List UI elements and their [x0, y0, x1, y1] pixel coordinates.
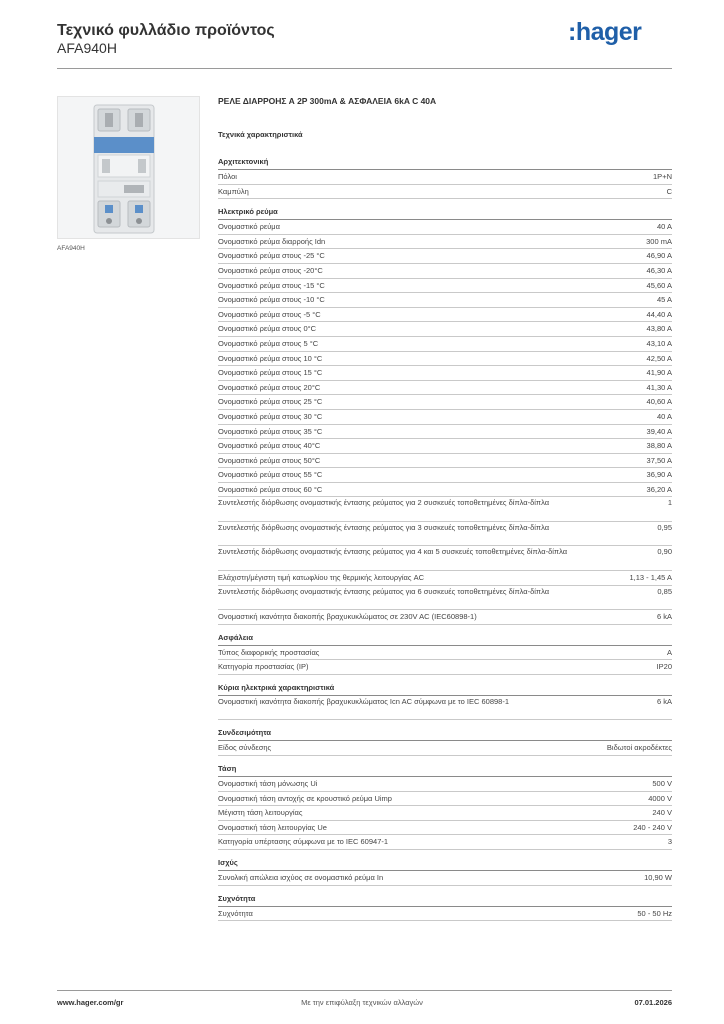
spec-row [218, 293, 672, 308]
footer-notice: Με την επιφύλαξη τεχνικών αλλαγών [301, 998, 423, 1007]
spec-label: Ονομαστικό ρεύμα στους 55 °C [218, 470, 323, 480]
spec-label: Πόλοι [218, 172, 237, 181]
spec-label: Ονομαστικό ρεύμα διαρροής Idn [218, 236, 326, 246]
spec-value: 41,90 A [646, 368, 672, 378]
section-heading: Συχνότητα [218, 893, 672, 907]
spec-row [218, 907, 672, 922]
spec-row [218, 381, 672, 396]
section-heading: Συνδεσιμότητα [218, 727, 672, 741]
section-heading: Ισχύς [218, 857, 672, 871]
spec-label: Συνολική απώλεια ισχύος σε ονομαστικό ρεύμα In [218, 872, 384, 882]
spec-value: 45 A [656, 295, 672, 305]
spec-value: 46,90 A [646, 251, 672, 261]
spec-value: 40 A [656, 222, 672, 232]
spec-label: Ονομαστική τάση μόνωσης Ui [218, 778, 318, 788]
spec-row [218, 741, 672, 756]
spec-value: 0,90 [657, 547, 672, 557]
spec-value: 45,60 A [646, 280, 672, 290]
spec-row [218, 806, 672, 821]
spec-value: IP20 [656, 662, 672, 672]
spec-row [218, 185, 672, 200]
spec-value: 46,30 A [646, 265, 672, 275]
spec-row [218, 220, 672, 235]
spec-row [218, 546, 672, 571]
spec-row [218, 249, 672, 264]
spec-value: 10,90 W [644, 872, 672, 882]
section-heading: Τάση [218, 763, 672, 777]
spec-row [218, 660, 672, 675]
spec-row [218, 483, 672, 498]
spec-value: Βιδωτοί ακροδέκτες [606, 743, 672, 753]
spec-label: Ονομαστικό ρεύμα στους 50°C [218, 455, 321, 465]
spec-value: 37,50 A [646, 455, 672, 465]
spec-row [218, 308, 672, 323]
spec-row [218, 468, 672, 483]
spec-label: Συχνότητα [218, 908, 253, 918]
spec-label: Ονομαστικό ρεύμα στους 15 °C [218, 368, 323, 378]
spec-value: 0,85 [657, 586, 672, 596]
spec-label: Ονομαστικό ρεύμα στους 10 °C [218, 353, 323, 363]
spec-label: Ονομαστικό ρεύμα στους 40°C [218, 441, 321, 451]
spec-label: Ονομαστική τάση λειτουργίας Ue [218, 822, 327, 832]
spec-value: 43,80 A [646, 324, 672, 334]
spec-label: Μέγιστη τάση λειτουργίας [218, 808, 303, 818]
spec-value: 40,60 A [646, 397, 672, 407]
spec-row [218, 352, 672, 367]
image-caption: AFA940H [57, 245, 85, 252]
spec-value: 500 V [652, 778, 672, 788]
spec-label: Ονομαστική ικανότητα διακοπής βραχυκυκλώματος Icn AC σύμφωνα με το IEC 60898-1 [218, 696, 510, 706]
spec-value: 41,30 A [646, 382, 672, 392]
spec-row [218, 264, 672, 279]
product-code: AFA940H [57, 40, 117, 56]
spec-label: Ονομαστική τάση αντοχής σε κρουστικό ρεύμα Uimp [218, 793, 392, 803]
spec-row [218, 610, 672, 625]
spec-value: 36,20 A [646, 484, 672, 494]
spec-label: Συντελεστής διόρθωσης ονομαστικής έντασης ρεύματος για 2 συσκευές τοποθετημένες δίπλα-δίπλα [218, 498, 550, 508]
spec-label: Είδος σύνδεσης [218, 743, 272, 753]
spec-value: 44,40 A [646, 309, 672, 319]
spec-row [218, 696, 672, 721]
spec-value: 240 V [652, 808, 672, 818]
spec-label: Κατηγορία υπέρτασης σύμφωνα με το IEC 60947-1 [218, 837, 389, 847]
spec-label: Ονομαστικό ρεύμα στους 60 °C [218, 484, 323, 494]
spec-row [218, 366, 672, 381]
spec-row [218, 322, 672, 337]
spec-label: Ονομαστική ικανότητα διακοπής βραχυκυκλώματος σε 230V AC (IEC60898-1) [218, 612, 477, 622]
spec-value: 3 [667, 837, 672, 847]
spec-value: 0,95 [657, 522, 672, 532]
spec-value: 240 - 240 V [633, 822, 672, 832]
spec-label: Συντελεστής διόρθωσης ονομαστικής έντασης ρεύματος για 6 συσκευές τοποθετημένες δίπλα-δίπλα [218, 586, 550, 596]
spec-value: A [666, 647, 672, 657]
spec-value: 38,80 A [646, 441, 672, 451]
spec-row [218, 821, 672, 836]
spec-sections [218, 156, 672, 921]
header-divider [57, 68, 672, 69]
spec-row [218, 586, 672, 611]
spec-row [218, 497, 672, 522]
section-heading: Κύρια ηλεκτρικά χαρακτηριστικά [218, 682, 672, 696]
spec-row [218, 425, 672, 440]
spec-label: Ονομαστικό ρεύμα στους 20°C [218, 382, 321, 392]
spec-row [218, 337, 672, 352]
spec-value: 42,50 A [646, 353, 672, 363]
spec-value: 6 kA [656, 612, 672, 622]
spec-value: 40 A [656, 411, 672, 421]
spec-row [218, 170, 672, 185]
spec-label: Ονομαστικό ρεύμα στους -25 °C [218, 251, 325, 261]
spec-label: Καμπύλη [218, 186, 249, 196]
spec-value: 1,13 - 1,45 A [629, 572, 672, 582]
spec-value: 1P+N [653, 172, 672, 181]
footer-date: 07.01.2026 [634, 998, 672, 1007]
spec-label: Ονομαστικό ρεύμα στους 30 °C [218, 411, 323, 421]
circuit-breaker-illustration [58, 97, 201, 240]
spec-label: Συντελεστής διόρθωσης ονομαστικής έντασης ρεύματος για 4 και 5 συσκευές τοποθετημένες δίπλα-δίπλα [218, 547, 568, 557]
product-title: ΡΕΛΕ ΔΙΑΡΡΟΗΣ Α 2P 300mA & ΑΣΦΑΛΕΙΑ 6kA C 40A [218, 96, 437, 106]
spec-row [218, 777, 672, 792]
spec-label: Κατηγορία προστασίας (IP) [218, 662, 309, 672]
spec-value: C [666, 186, 672, 196]
spec-label: Ονομαστικό ρεύμα στους 0°C [218, 324, 317, 334]
spec-row [218, 454, 672, 469]
spec-row [218, 835, 672, 850]
spec-label: Τύπος διαφορικής προστασίας [218, 647, 320, 657]
spec-label: Ονομαστικό ρεύμα στους 5 °C [218, 338, 319, 348]
spec-row [218, 439, 672, 454]
technical-characteristics-heading: Τεχνικά χαρακτηριστικά [218, 130, 303, 139]
spec-label: Ονομαστικό ρεύμα στους -5 °C [218, 309, 321, 319]
product-image [57, 96, 200, 239]
spec-label: Ονομαστικό ρεύμα στους 25 °C [218, 397, 323, 407]
spec-value: 300 mA [646, 236, 672, 246]
spec-label: Ονομαστικό ρεύμα στους -20°C [218, 265, 323, 275]
spec-row [218, 522, 672, 547]
spec-label: Ονομαστικό ρεύμα [218, 222, 280, 232]
spec-value: 43,10 A [646, 338, 672, 348]
footer-website-link[interactable]: www.hager.com/gr [57, 998, 124, 1007]
spec-row [218, 395, 672, 410]
spec-label: Συντελεστής διόρθωσης ονομαστικής έντασης ρεύματος για 3 συσκευές τοποθετημένες δίπλα-δίπλα [218, 522, 550, 532]
hager-logo: :hager [568, 18, 642, 46]
spec-value: 39,40 A [646, 426, 672, 436]
spec-row [218, 646, 672, 661]
spec-row [218, 410, 672, 425]
spec-row [218, 571, 672, 586]
section-heading: Ασφάλεια [218, 632, 672, 646]
spec-row [218, 279, 672, 294]
spec-row [218, 871, 672, 886]
spec-value: 36,90 A [646, 470, 672, 480]
spec-label: Ελάχιστη/μέγιστη τιμή κατωφλίου της θερμικής λειτουργίας AC [218, 572, 425, 582]
spec-value: 1 [667, 498, 672, 508]
spec-value: 50 - 50 Hz [637, 908, 672, 918]
spec-content [218, 96, 672, 921]
spec-label: Ονομαστικό ρεύμα στους 35 °C [218, 426, 323, 436]
spec-label: Ονομαστικό ρεύμα στους -15 °C [218, 280, 325, 290]
spec-row [218, 235, 672, 250]
section-heading: Ηλεκτρικό ρεύμα [218, 206, 672, 220]
spec-value: 6 kA [656, 696, 672, 706]
document-title: Τεχνικό φυλλάδιο προϊόντος [57, 22, 275, 39]
spec-value: 4000 V [648, 793, 672, 803]
spec-label: Ονομαστικό ρεύμα στους -10 °C [218, 295, 325, 305]
section-heading: Αρχιτεκτονική [218, 156, 672, 170]
footer-divider [57, 990, 672, 991]
spec-row [218, 792, 672, 807]
